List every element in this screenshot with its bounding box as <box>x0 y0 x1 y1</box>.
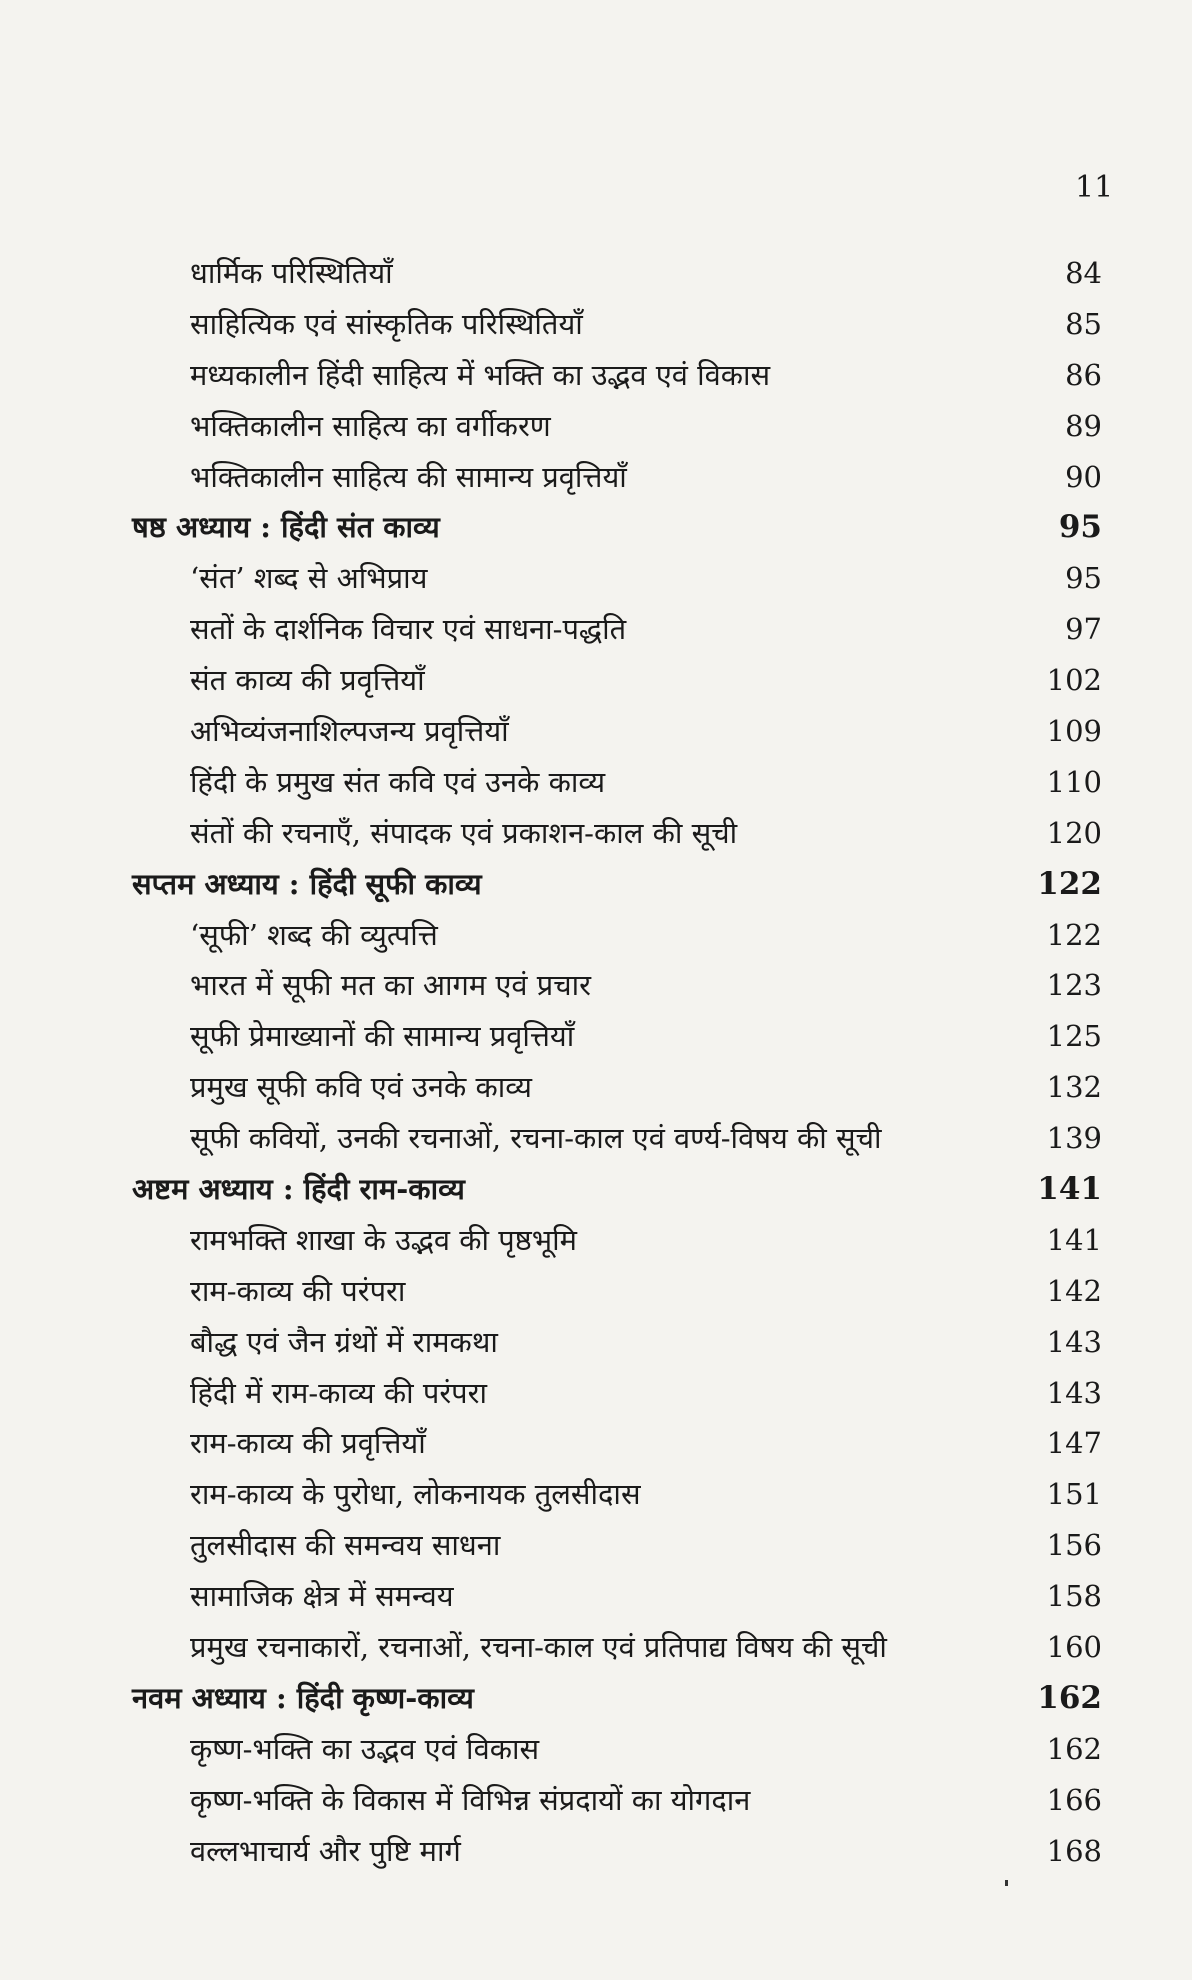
entry-title: राम-काव्य के पुरोधा, लोकनायक तुलसीदास <box>190 1477 641 1512</box>
entry-page-number: 95 <box>1065 561 1102 596</box>
toc-entry-row <box>0 1317 1192 1368</box>
toc-entry-row <box>0 299 1192 350</box>
table-of-contents <box>0 248 1192 1877</box>
toc-chapter-row <box>0 502 1192 553</box>
entry-title: ‘संत’ शब्द से अभिप्राय <box>190 561 428 596</box>
entry-page-number: 102 <box>1046 663 1102 698</box>
toc-entry-row <box>0 604 1192 655</box>
entry-page-number: 162 <box>1046 1731 1102 1766</box>
entry-title: कृष्ण-भक्ति का उद्भव एवं विकास <box>190 1731 540 1766</box>
entry-page-number: 97 <box>1065 612 1102 647</box>
toc-chapter-row <box>0 859 1192 910</box>
entry-title: प्रमुख सूफी कवि एवं उनके काव्य <box>190 1070 532 1105</box>
print-speck <box>1005 1880 1008 1886</box>
entry-page-number: 151 <box>1046 1477 1102 1512</box>
toc-entry-row <box>0 655 1192 706</box>
entry-page-number: 90 <box>1065 459 1102 494</box>
entry-title: सामाजिक क्षेत्र में समन्वय <box>190 1579 454 1614</box>
toc-entry-row <box>0 1011 1192 1062</box>
entry-page-number: 109 <box>1046 714 1102 749</box>
entry-title: राम-काव्य की प्रवृत्तियाँ <box>190 1426 426 1461</box>
entry-title: मध्यकालीन हिंदी साहित्य में भक्ति का उद्भव एवं विकास <box>190 357 771 392</box>
entry-page-number: 122 <box>1037 865 1102 902</box>
entry-page-number: 122 <box>1046 917 1102 952</box>
toc-entry-row <box>0 553 1192 604</box>
entry-page-number: 160 <box>1046 1630 1102 1665</box>
toc-entry-row <box>0 452 1192 503</box>
entry-title: संतों की रचनाएँ, संपादक एवं प्रकाशन-काल की सूची <box>190 815 738 850</box>
entry-page-number: 141 <box>1046 1222 1102 1257</box>
entry-title: साहित्यिक एवं सांस्कृतिक परिस्थितियाँ <box>190 306 583 341</box>
entry-page-number: 142 <box>1046 1273 1102 1308</box>
entry-page-number: 147 <box>1046 1426 1102 1461</box>
chapter-title: अष्टम अध्याय : हिंदी राम-काव्य <box>132 1172 465 1207</box>
toc-entry-row <box>0 248 1192 299</box>
entry-page-number: 143 <box>1046 1324 1102 1359</box>
entry-title: राम-काव्य की परंपरा <box>190 1273 406 1308</box>
toc-entry-row <box>0 350 1192 401</box>
entry-title: रामभक्ति शाखा के उद्भव की पृष्ठभूमि <box>190 1222 577 1257</box>
entry-title: सूफी कवियों, उनकी रचनाओं, रचना-काल एवं वर्ण्य-विषय की सूची <box>190 1121 882 1156</box>
chapter-title: षष्ठ अध्याय : हिंदी संत काव्य <box>132 510 440 545</box>
toc-chapter-row <box>0 1673 1192 1724</box>
toc-entry-row <box>0 1724 1192 1775</box>
toc-entry-row <box>0 1113 1192 1164</box>
entry-page-number: 123 <box>1046 968 1102 1003</box>
entry-title: संत काव्य की प्रवृत्तियाँ <box>190 663 425 698</box>
chapter-title: सप्तम अध्याय : हिंदी सूफी काव्य <box>132 866 482 901</box>
toc-entry-row <box>0 1469 1192 1520</box>
toc-entry-row <box>0 1266 1192 1317</box>
entry-title: भक्तिकालीन साहित्य का वर्गीकरण <box>190 408 551 443</box>
entry-page-number: 158 <box>1046 1579 1102 1614</box>
toc-entry-row <box>0 706 1192 757</box>
entry-page-number: 86 <box>1065 357 1102 392</box>
entry-title: प्रमुख रचनाकारों, रचनाओं, रचना-काल एवं प्रतिपाद्य विषय की सूची <box>190 1630 887 1665</box>
toc-entry-row <box>0 1571 1192 1622</box>
toc-entry-row <box>0 1215 1192 1266</box>
entry-page-number: 168 <box>1046 1833 1102 1868</box>
entry-title: सतों के दार्शनिक विचार एवं साधना-पद्धति <box>190 612 627 647</box>
entry-title: हिंदी में राम-काव्य की परंपरा <box>190 1375 488 1410</box>
entry-page-number: 89 <box>1065 408 1102 443</box>
toc-entry-row <box>0 910 1192 961</box>
chapter-title: नवम अध्याय : हिंदी कृष्ण-काव्य <box>132 1680 474 1715</box>
entry-title: सूफी प्रेमाख्यानों की सामान्य प्रवृत्तियाँ <box>190 1019 575 1054</box>
entry-title: ‘सूफी’ शब्द की व्युत्पत्ति <box>190 917 438 952</box>
entry-title: भारत में सूफी मत का आगम एवं प्रचार <box>190 968 592 1003</box>
toc-entry-row <box>0 401 1192 452</box>
entry-title: वल्लभाचार्य और पुष्टि मार्ग <box>190 1833 461 1868</box>
entry-page-number: 125 <box>1046 1019 1102 1054</box>
entry-page-number: 95 <box>1058 509 1102 546</box>
entry-page-number: 162 <box>1037 1679 1102 1716</box>
entry-page-number: 156 <box>1046 1528 1102 1563</box>
entry-page-number: 166 <box>1046 1782 1102 1817</box>
toc-entry-row <box>0 757 1192 808</box>
toc-entry-row <box>0 1062 1192 1113</box>
entry-page-number: 132 <box>1046 1070 1102 1105</box>
entry-title: भक्तिकालीन साहित्य की सामान्य प्रवृत्तियाँ <box>190 459 627 494</box>
entry-page-number: 110 <box>1046 764 1102 799</box>
entry-title: बौद्ध एवं जैन ग्रंथों में रामकथा <box>190 1324 498 1359</box>
toc-entry-row <box>0 1622 1192 1673</box>
entry-title: कृष्ण-भक्ति के विकास में विभिन्न संप्रदायों का योगदान <box>190 1782 751 1817</box>
toc-entry-row <box>0 808 1192 859</box>
toc-entry-row <box>0 960 1192 1011</box>
entry-title: हिंदी के प्रमुख संत कवि एवं उनके काव्य <box>190 764 606 799</box>
toc-entry-row <box>0 1368 1192 1419</box>
toc-chapter-row <box>0 1164 1192 1215</box>
entry-page-number: 139 <box>1046 1121 1102 1156</box>
entry-title: तुलसीदास की समन्वय साधना <box>190 1528 501 1563</box>
entry-title: धार्मिक परिस्थितियाँ <box>190 256 393 290</box>
entry-page-number: 141 <box>1037 1171 1102 1208</box>
entry-page-number: 85 <box>1065 306 1102 341</box>
toc-entry-row <box>0 1520 1192 1571</box>
entry-page-number: 143 <box>1046 1375 1102 1410</box>
toc-entry-row <box>0 1826 1192 1877</box>
entry-page-number: 84 <box>1065 256 1102 290</box>
entry-title: अभिव्यंजनाशिल्पजन्य प्रवृत्तियाँ <box>190 714 509 749</box>
toc-entry-row <box>0 1418 1192 1469</box>
entry-page-number: 120 <box>1046 815 1102 850</box>
page-number: 11 <box>1075 170 1114 205</box>
toc-entry-row <box>0 1775 1192 1826</box>
